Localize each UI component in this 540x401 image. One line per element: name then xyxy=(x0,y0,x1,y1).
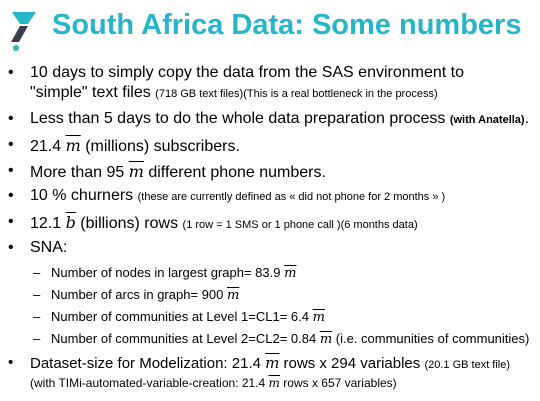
unit-symbol: $\overline{b}$ xyxy=(65,213,76,232)
bullet-text-end: . xyxy=(524,110,530,127)
unit-symbol: $\overline{m}$ xyxy=(128,162,144,181)
bullet-text: "simple" text files xyxy=(30,84,156,101)
bullet-text: 12.1 xyxy=(30,215,66,232)
bullet-text: rows x 657 variables) xyxy=(279,376,397,390)
unit-symbol: $\overline{m}$ xyxy=(312,310,325,325)
bullet-text: 21.4 xyxy=(30,138,66,155)
bullet-text: Less than 5 days to do the whole data preparation process xyxy=(30,110,450,127)
bullet-dot-icon: • xyxy=(8,239,14,256)
unit-symbol: $\overline{m}$ xyxy=(265,354,280,372)
dash-icon: – xyxy=(33,265,41,280)
bullet-note: (with Anatella) xyxy=(449,114,525,126)
dash-icon: – xyxy=(33,331,41,346)
bullet-text: SNA: xyxy=(30,239,68,256)
dash-icon: – xyxy=(33,309,41,324)
unit-symbol: $\overline{m}$ xyxy=(284,266,297,281)
bullet-dot-icon: • xyxy=(8,110,14,127)
bullet-text: 10 % churners xyxy=(30,187,138,204)
bullet-dot-icon: • xyxy=(8,213,14,230)
sub-bullet-text: Number of nodes in largest graph= 83.9 xyxy=(51,265,285,280)
bullet-note: (1 row = 1 SMS or 1 phone call )(6 months data) xyxy=(182,219,418,231)
bullet-dot-icon: • xyxy=(8,64,14,81)
bullet-note: (these are currently defined as « did not phone for 2 months » ) xyxy=(137,191,446,203)
bullet-text: (millions) subscribers. xyxy=(80,138,240,155)
bullet-note: (718 GB text files)(This is a real bottleneck in the process) xyxy=(155,88,438,100)
bullet-dot-icon: • xyxy=(8,136,14,153)
sub-bullet-tail: (i.e. communities of communities) xyxy=(332,331,530,346)
bullet-dot-icon: • xyxy=(8,187,14,204)
sub-bullet-text: Number of arcs in graph= 900 xyxy=(51,287,227,302)
unit-symbol: $\overline{m}$ xyxy=(65,136,81,155)
bullet-text: More than 95 xyxy=(30,164,129,181)
bullet-text: (billions) rows xyxy=(75,215,183,232)
bullet-dot-icon: • xyxy=(8,162,14,179)
bullet-text: rows x 294 variables xyxy=(279,355,425,372)
bullet-dot-icon: • xyxy=(8,354,14,371)
sub-bullet-text: Number of communities at Level 2=CL2= 0.84 xyxy=(51,331,320,346)
unit-symbol: $\overline{m}$ xyxy=(319,332,333,347)
bullet-text: different phone numbers. xyxy=(143,164,326,181)
dash-icon: – xyxy=(33,287,41,302)
timi-logo-icon xyxy=(6,10,46,52)
sub-bullet-text: Number of communities at Level 1=CL1= 6.4 xyxy=(51,309,313,324)
bullet-note: (20.1 GB text file) xyxy=(424,359,511,371)
unit-symbol: $\overline{m}$ xyxy=(226,288,240,303)
slide-title: South Africa Data: Some numbers xyxy=(52,9,522,41)
unit-symbol: $\overline{m}$ xyxy=(268,376,280,390)
bullet-text: 10 days to simply copy the data from the SAS environment to xyxy=(30,64,464,81)
bullet-text: (with TIMi-automated-variable-creation: 21.4 xyxy=(30,376,269,390)
bullet-text: Dataset-size for Modelization: 21.4 xyxy=(30,355,266,372)
